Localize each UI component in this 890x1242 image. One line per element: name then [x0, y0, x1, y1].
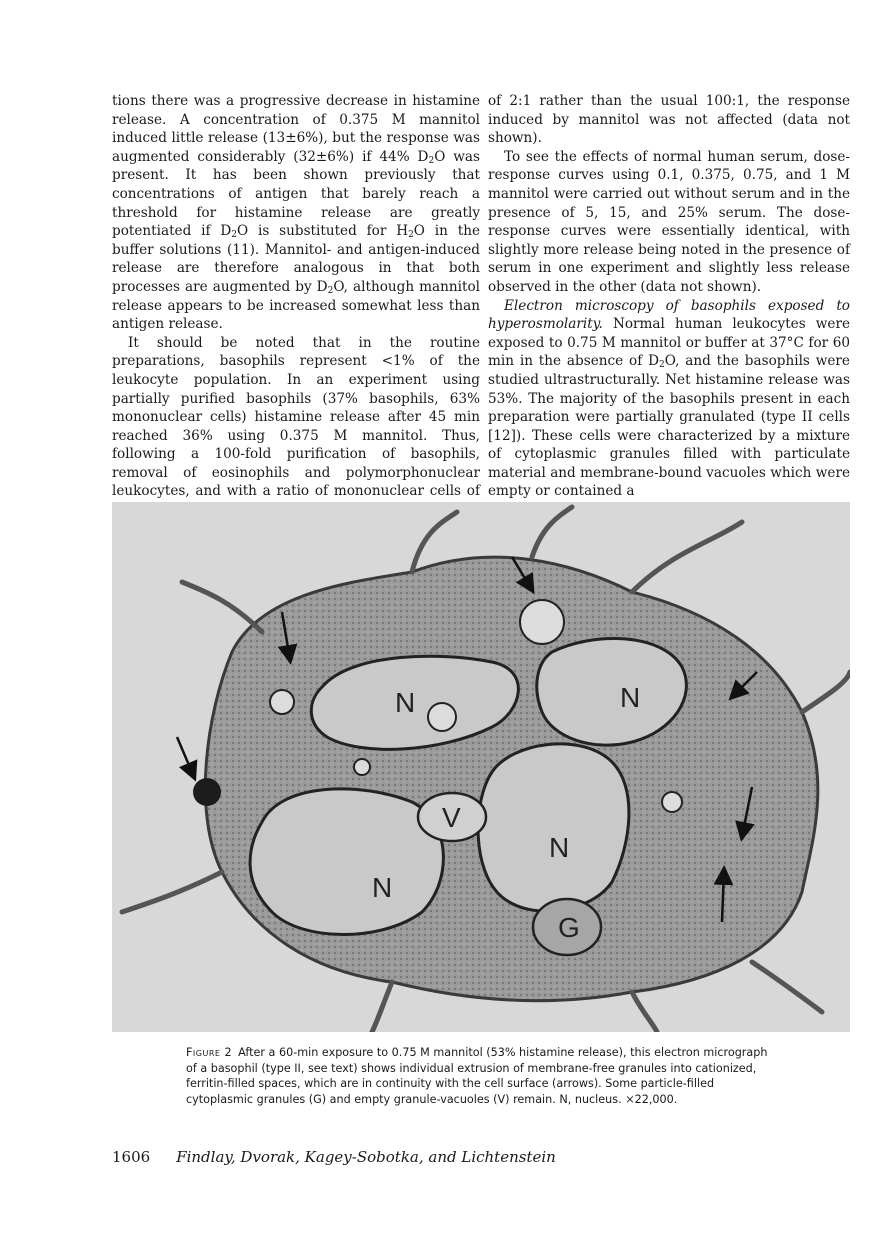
- micrograph-drawing: [112, 502, 850, 1032]
- electron-micrograph: [112, 502, 850, 1032]
- section-title: Electron microscopy of basophils exposed to hyperosmolarity.: [488, 297, 850, 333]
- label-g: G: [558, 912, 580, 943]
- nucleus-3: [250, 789, 443, 935]
- label-n1: N: [395, 687, 416, 718]
- right-text-column: [488, 92, 850, 501]
- left-paragraph-1: tions there was a progressive decrease in histamine release. A concentration of 0.375 M mannitol induced little release (13±6%), but the response was augmented considerably (32±6%) if 44% $D_2O$ was present. It has been shown previously that concentrations of antigen that barely reach a threshold for histamine release are greatly potentiated if $D_2O$ is substituted for $H_2O$ in the buffer solutions (11). Mannitol- and antigen-induced release are therefore analogous in that both processes are augmented by $D_2O$, although mannitol release appears to be increased somewhat less than antigen release.: [112, 93, 481, 333]
- figure-caption: [186, 1045, 780, 1107]
- caption-text: After a 60-min exposure to 0.75 M mannitol (53% histamine release), this electron micrograph of a basophil (type II, see text) shows individual extrusion of membrane-free granules into cationized, ferritin-filled spaces, which are in continuity with the cell surface (arrows). Some particle-filled cytoplasmic granules (G) and empty granule-vacuoles (V) remain. N, nucleus. ×22,000.: [186, 1046, 768, 1106]
- left-paragraph-2: It should be noted that in the routine preparations, basophils represent <1% of the leukocyte population. In an experiment using partially purified basophils (37% basophils, 63% mononuclear cells) histamine release after 45 min reached 36% using 0.375 M mannitol. Thus, following a 100-fold purification of basophils, removal of eosinophils and polymorphonuclear leukocytes, and with a ratio of mononuclear cells of: [112, 334, 480, 500]
- left-text-column: [112, 92, 480, 520]
- page-footer: [112, 1148, 556, 1166]
- page-number: 1606: [112, 1148, 151, 1166]
- nucleus-4: [478, 744, 629, 911]
- label-n3: N: [372, 872, 393, 903]
- figure-label: Figure 2: [186, 1046, 233, 1059]
- right-paragraph-2: To see the effects of normal human serum, dose-response curves using 0.1, 0.375, 0.75, and 1 M mannitol were carried out without serum and in the presence of 5, 15, and 25% serum. The dose-response curves were essentially identical, with slightly more release being noted in the presence of serum in one experiment and slightly less release observed in the other (data not shown).: [488, 148, 850, 295]
- label-n2: N: [620, 682, 641, 713]
- label-n4: N: [549, 832, 570, 863]
- running-authors: Findlay, Dvorak, Kagey-Sobotka, and Lichtenstein: [176, 1148, 556, 1166]
- right-paragraph-1: of 2:1 rather than the usual 100:1, the response induced by mannitol was not affected (data not shown).: [488, 93, 850, 147]
- right-paragraph-3: Electron microscopy of basophils exposed to hyperosmolarity. Normal human leukocytes were exposed to 0.75 M mannitol or buffer at 37°C for 60 min in the absence of $D_2O$, and the basophils were studied ultrastructurally. Net histamine release was 53%. The majority of the basophils present in each preparation were partially granulated (type II cells [12]). These cells were characterized by a mixture of cytoplasmic granules filled with particulate material and membrane-bound vacuoles which were empty or contained a: [488, 297, 850, 500]
- label-v: V: [442, 802, 461, 833]
